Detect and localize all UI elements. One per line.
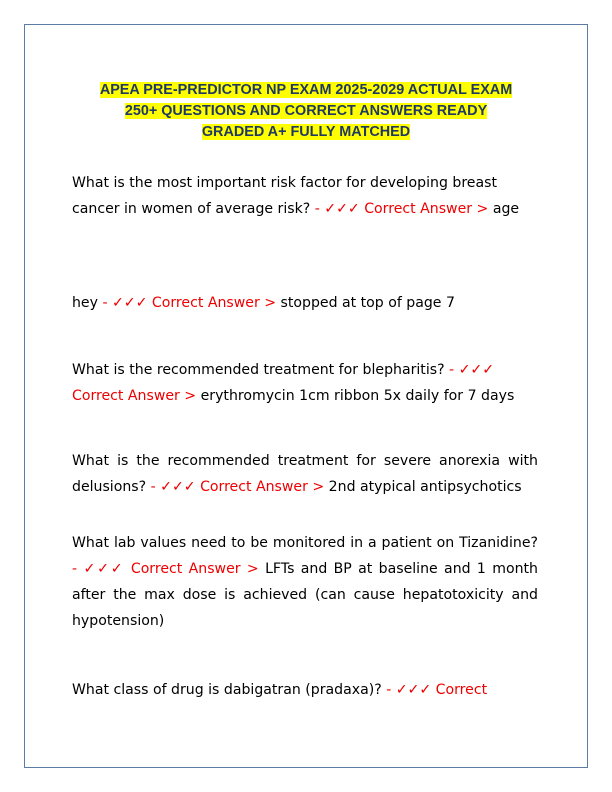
correct-answer-marker: - ✓✓✓ Correct Answer > (72, 561, 259, 577)
correct-answer-marker: - ✓✓✓ Correct Answer > (150, 479, 325, 495)
question-text: What is the recommended treatment for severe anorexia with delusions? (72, 453, 538, 495)
qa-item (72, 530, 538, 634)
qa-item (72, 290, 538, 316)
qa-item (72, 448, 538, 500)
answer-text: erythromycin 1cm ribbon 5x daily for 7 days (200, 388, 515, 404)
qa-item (72, 677, 538, 703)
answer-text: 2nd atypical antipsychotics (328, 479, 522, 495)
question-text: What class of drug is dabigatran (pradaxa)? (72, 682, 382, 698)
question-text: What lab values need to be monitored in a patient on Tizanidine? (72, 535, 538, 551)
answer-text: LFTs and BP at baseline and 1 month after the max dose is achieved (can cause hepatotoxicity and hypotension) (72, 561, 538, 629)
question-text: What is the most important risk factor for developing breast cancer in women of average risk? (72, 175, 497, 217)
correct-answer-marker: - ✓✓✓ Correct Answer > (314, 201, 489, 217)
correct-answer-marker: - ✓✓✓ Correct Answer > (102, 295, 277, 311)
document-title (60, 80, 552, 143)
qa-item (72, 170, 538, 222)
correct-answer-marker: - ✓✓✓ Correct Answer > (72, 362, 495, 404)
title-line-3: GRADED A+ FULLY MATCHED (201, 124, 411, 140)
answer-text: stopped at top of page 7 (280, 295, 455, 311)
title-line-2: 250+ QUESTIONS AND CORRECT ANSWERS READY (124, 103, 488, 119)
qa-item (72, 357, 538, 409)
title-line-1: APEA PRE-PREDICTOR NP EXAM 2025-2029 ACTUAL EXAM (99, 82, 513, 98)
question-text: hey (72, 295, 98, 311)
question-text: What is the recommended treatment for blepharitis? (72, 362, 445, 378)
correct-answer-marker: - ✓✓✓ Correct (386, 682, 488, 698)
answer-text: age (492, 201, 520, 217)
